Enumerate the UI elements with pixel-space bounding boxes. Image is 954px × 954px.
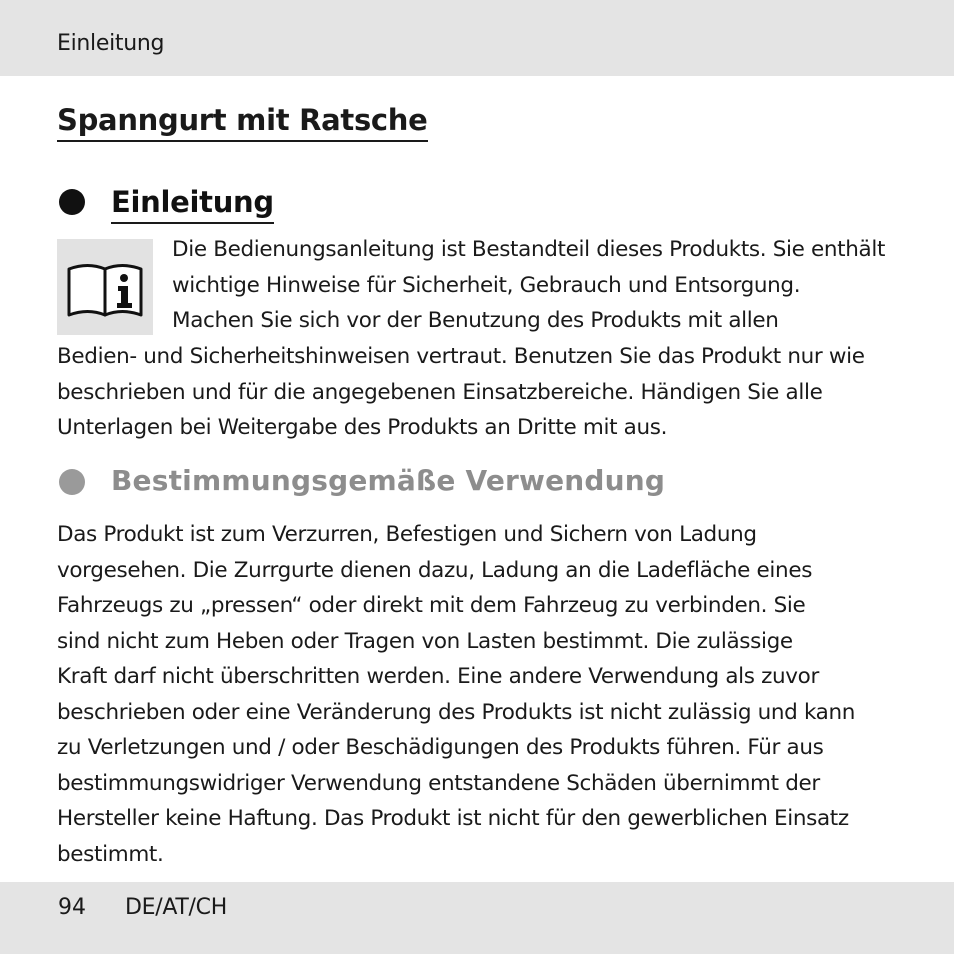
- document-title: Spanngurt mit Ratsche: [57, 101, 428, 142]
- paragraph-line: Fahrzeugs zu „pressen“ oder direkt mit dem Fahrzeug zu verbinden. Sie: [57, 593, 806, 618]
- paragraph-line: Kraft darf nicht überschritten werden. Eine andere Verwendung als zuvor: [57, 664, 819, 689]
- paragraph-line: Machen Sie sich vor der Benutzung des Produkts mit allen: [172, 308, 779, 333]
- page-number: 94: [58, 895, 86, 920]
- section-heading-verwendung: Bestimmungsgemäße Verwendung: [111, 464, 666, 497]
- paragraph-line: wichtige Hinweise für Sicherheit, Gebrauch und Entsorgung.: [172, 272, 801, 298]
- paragraph-line: Die Bedienungsanleitung ist Bestandteil dieses Produkts. Sie enthält: [172, 237, 886, 262]
- paragraph-line: zu Verletzungen und / oder Beschädigungen des Produkts führen. Für aus: [57, 735, 824, 760]
- manual-info-icon: [57, 239, 153, 335]
- header-bar: [0, 0, 954, 76]
- paragraph-line: bestimmt.: [57, 841, 164, 867]
- paragraph-line: vorgesehen. Die Zurrgurte dienen dazu, Ladung an die Ladefläche eines: [57, 557, 813, 583]
- paragraph-line: Das Produkt ist zum Verzurren, Befestigen und Sichern von Ladung: [57, 522, 757, 547]
- intro-paragraph-beside-icon: [172, 232, 885, 339]
- paragraph-line: sind nicht zum Heben oder Tragen von Lasten bestimmt. Die zulässige: [57, 628, 793, 654]
- paragraph-line: beschrieben oder eine Veränderung des Produkts ist nicht zulässig und kann: [57, 699, 856, 725]
- intro-paragraph-continued: [57, 339, 865, 446]
- paragraph-line: beschrieben und für die angegebenen Einsatzbereiche. Händigen Sie alle: [57, 379, 823, 405]
- paragraph-line: Unterlagen bei Weitergabe des Produkts an Dritte mit aus.: [57, 415, 668, 440]
- locale-label: DE/AT/CH: [125, 895, 227, 920]
- usage-paragraph: [57, 517, 855, 872]
- section-bullet-icon: [59, 189, 85, 215]
- section-heading-einleitung: Einleitung: [111, 183, 274, 224]
- paragraph-line: Hersteller keine Haftung. Das Produkt ist nicht für den gewerblichen Einsatz: [57, 806, 849, 831]
- section-bullet-icon: [59, 469, 85, 495]
- paragraph-line: Bedien- und Sicherheitshinweisen vertraut. Benutzen Sie das Produkt nur wie: [57, 344, 865, 369]
- header-section-label: Einleitung: [57, 31, 165, 56]
- paragraph-line: bestimmungswidriger Verwendung entstandene Schäden übernimmt der: [57, 770, 820, 796]
